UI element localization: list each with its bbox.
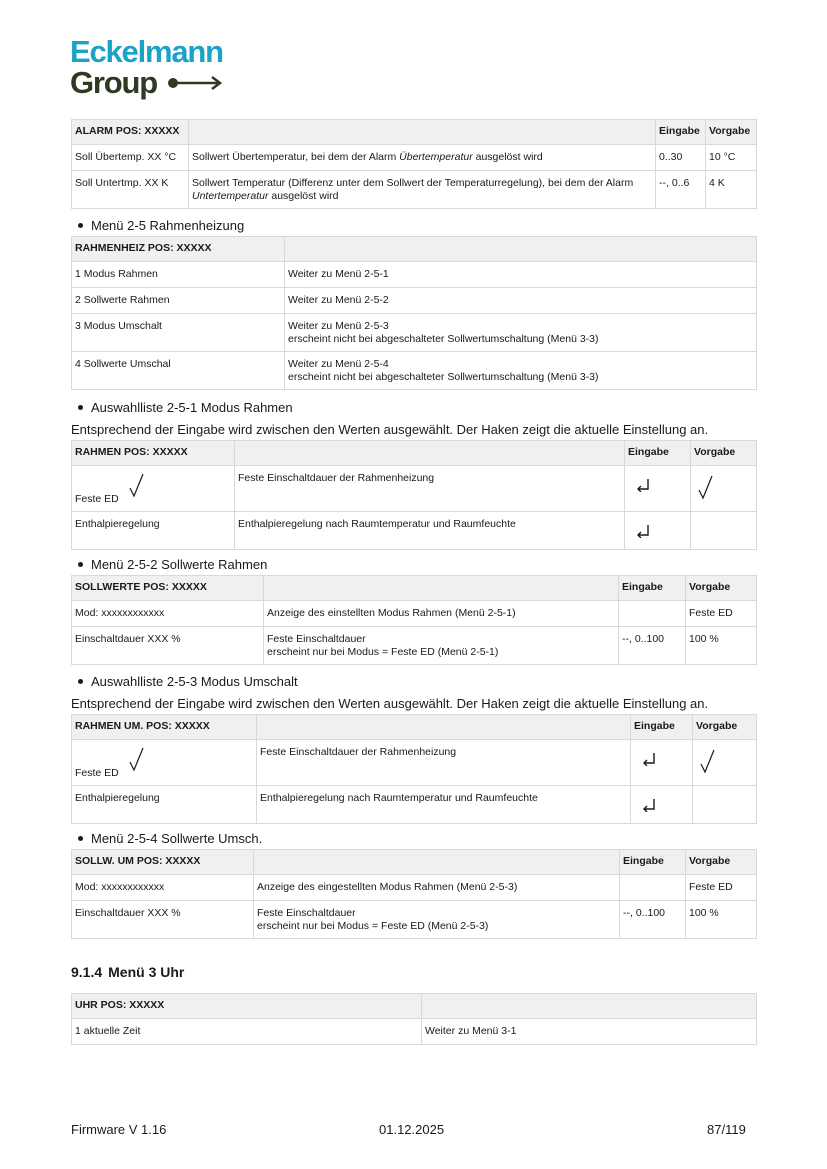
table-header: Eingabe xyxy=(625,441,691,466)
table-header xyxy=(285,237,757,262)
input-cell xyxy=(625,466,691,512)
option-name: Feste ED xyxy=(75,493,119,505)
bullet-menu-2-5-2: Menü 2-5-2 Sollwerte Rahmen xyxy=(78,557,267,573)
param-name: 1 aktuelle Zeit xyxy=(72,1019,422,1045)
checkmark-icon xyxy=(129,746,145,772)
checkmark-icon xyxy=(700,748,716,774)
checkmark-icon xyxy=(698,474,714,500)
param-description: Anzeige des eingestellten Modus Rahmen (Menü 2-5-3) xyxy=(254,875,620,901)
input-cell xyxy=(631,786,693,824)
table-header: Vorgabe xyxy=(706,120,757,145)
param-description: Anzeige des einstellten Modus Rahmen (Menü 2-5-1) xyxy=(264,601,619,627)
param-default: 100 % xyxy=(686,901,757,939)
param-name: 2 Sollwerte Rahmen xyxy=(72,288,285,314)
param-description: Sollwert Übertemperatur, bei dem der Alarm Übertemperatur ausgelöst wird xyxy=(189,145,656,171)
table-header xyxy=(254,850,620,875)
table-header xyxy=(264,576,619,601)
table-header xyxy=(235,441,625,466)
param-default: 10 °C xyxy=(706,145,757,171)
table-row xyxy=(72,466,757,512)
table-row xyxy=(72,171,757,209)
table-header: RAHMEN POS: XXXXX xyxy=(72,441,235,466)
bullet-dot-icon xyxy=(78,223,83,228)
default-cell xyxy=(693,786,757,824)
enter-key-icon xyxy=(642,798,656,812)
param-name: Mod: xxxxxxxxxxxx xyxy=(72,601,264,627)
param-name: Einschaltdauer XXX % xyxy=(72,901,254,939)
param-description: Weiter zu Menü 2-5-3 erscheint nicht bei abgeschalteter Sollwertumschaltung (Menü 3-3) xyxy=(285,314,757,352)
option-name-cell xyxy=(72,466,235,512)
table-row xyxy=(72,740,757,786)
table-row xyxy=(72,875,757,901)
footer-page-number: 87/119 xyxy=(707,1122,746,1137)
sollwerte-table xyxy=(71,575,757,665)
intro-paragraph: Entsprechend der Eingabe wird zwischen den Werten ausgewählt. Der Haken zeigt die aktuelle Einstellung an. xyxy=(71,696,709,711)
table-row xyxy=(72,145,757,171)
enter-key-icon xyxy=(636,478,650,492)
rahmen-um-table xyxy=(71,714,757,824)
section-number: 9.1.4 xyxy=(71,964,103,980)
table-header: Eingabe xyxy=(631,715,693,740)
option-description: Enthalpieregelung nach Raumtemperatur und Raumfeuchte xyxy=(257,786,631,824)
option-name: Enthalpieregelung xyxy=(72,786,257,824)
default-cell xyxy=(691,466,757,512)
bullet-dot-icon xyxy=(78,679,83,684)
param-default: Feste ED xyxy=(686,601,757,627)
param-name: 4 Sollwerte Umschal xyxy=(72,352,285,390)
section-heading xyxy=(71,964,184,980)
option-description: Feste Einschaltdauer der Rahmenheizung xyxy=(235,466,625,512)
rahmenheiz-table xyxy=(71,236,757,390)
param-name: 1 Modus Rahmen xyxy=(72,262,285,288)
param-input xyxy=(619,601,686,627)
uhr-table xyxy=(71,993,757,1045)
default-cell xyxy=(693,740,757,786)
table-row xyxy=(72,262,757,288)
param-name: Soll Übertemp. XX °C xyxy=(72,145,189,171)
table-header: ALARM POS: XXXXX xyxy=(72,120,189,145)
option-description: Feste Einschaltdauer der Rahmenheizung xyxy=(257,740,631,786)
table-header: Vorgabe xyxy=(693,715,757,740)
table-header: Eingabe xyxy=(656,120,706,145)
table-row xyxy=(72,352,757,390)
param-default: 100 % xyxy=(686,627,757,665)
param-description: Sollwert Temperatur (Differenz unter dem Sollwert der Temperaturregelung), bei dem der Alarm Untertemperatur ausgelöst wird xyxy=(189,171,656,209)
input-cell xyxy=(625,512,691,550)
param-description: Feste Einschaltdauer erscheint nur bei Modus = Feste ED (Menü 2-5-1) xyxy=(264,627,619,665)
param-input: --, 0..6 xyxy=(656,171,706,209)
intro-paragraph: Entsprechend der Eingabe wird zwischen den Werten ausgewählt. Der Haken zeigt die aktuelle Einstellung an. xyxy=(71,422,709,437)
table-header: Eingabe xyxy=(620,850,686,875)
alarm-table xyxy=(71,119,757,209)
table-header: Vorgabe xyxy=(686,850,757,875)
bullet-list-2-5-3: Auswahlliste 2-5-3 Modus Umschalt xyxy=(78,674,298,690)
bullet-dot-icon xyxy=(78,562,83,567)
param-name: Soll Untertmp. XX K xyxy=(72,171,189,209)
table-row xyxy=(72,901,757,939)
table-header xyxy=(189,120,656,145)
table-header: RAHMEN UM. POS: XXXXX xyxy=(72,715,257,740)
table-row xyxy=(72,314,757,352)
footer-date: 01.12.2025 xyxy=(379,1122,445,1137)
table-header: UHR POS: XXXXX xyxy=(72,994,422,1019)
bullet-list-2-5-1: Auswahlliste 2-5-1 Modus Rahmen xyxy=(78,400,293,416)
param-input xyxy=(620,875,686,901)
table-header: RAHMENHEIZ POS: XXXXX xyxy=(72,237,285,262)
sollw-um-table xyxy=(71,849,757,939)
input-cell xyxy=(631,740,693,786)
logo-arrow-icon xyxy=(167,76,225,90)
param-input: --, 0..100 xyxy=(620,901,686,939)
default-cell xyxy=(691,512,757,550)
param-description: Weiter zu Menü 3-1 xyxy=(422,1019,757,1045)
option-name-cell xyxy=(72,740,257,786)
table-header: Eingabe xyxy=(619,576,686,601)
param-description: Weiter zu Menü 2-5-2 xyxy=(285,288,757,314)
table-header: SOLLWERTE POS: XXXXX xyxy=(72,576,264,601)
param-description: Weiter zu Menü 2-5-4 erscheint nicht bei abgeschalteter Sollwertumschaltung (Menü 3-3) xyxy=(285,352,757,390)
company-logo xyxy=(70,36,240,106)
table-header xyxy=(422,994,757,1019)
table-row xyxy=(72,627,757,665)
option-description: Enthalpieregelung nach Raumtemperatur und Raumfeuchte xyxy=(235,512,625,550)
enter-key-icon xyxy=(642,752,656,766)
param-description: Weiter zu Menü 2-5-1 xyxy=(285,262,757,288)
param-default: Feste ED xyxy=(686,875,757,901)
bullet-menu-2-5: Menü 2-5 Rahmenheizung xyxy=(78,218,244,234)
logo-line-2-text: Group xyxy=(70,65,157,100)
param-name: Einschaltdauer XXX % xyxy=(72,627,264,665)
param-description: Feste Einschaltdauer erscheint nur bei Modus = Feste ED (Menü 2-5-3) xyxy=(254,901,620,939)
table-row xyxy=(72,512,757,550)
footer-firmware: Firmware V 1.16 xyxy=(71,1122,167,1137)
checkmark-icon xyxy=(129,472,145,498)
section-title: Menü 3 Uhr xyxy=(108,964,185,980)
param-input: 0..30 xyxy=(656,145,706,171)
logo-line-1: Eckelmann xyxy=(70,34,223,69)
table-row xyxy=(72,786,757,824)
bullet-dot-icon xyxy=(78,836,83,841)
table-row xyxy=(72,288,757,314)
bullet-menu-2-5-4: Menü 2-5-4 Sollwerte Umsch. xyxy=(78,831,262,847)
logo-line-2 xyxy=(70,67,240,98)
enter-key-icon xyxy=(636,524,650,538)
table-header: Vorgabe xyxy=(691,441,757,466)
table-row xyxy=(72,1019,757,1045)
param-input: --, 0..100 xyxy=(619,627,686,665)
table-row xyxy=(72,601,757,627)
rahmen-table xyxy=(71,440,757,550)
table-header xyxy=(257,715,631,740)
param-name: Mod: xxxxxxxxxxxx xyxy=(72,875,254,901)
table-header: Vorgabe xyxy=(686,576,757,601)
table-header: SOLLW. UM POS: XXXXX xyxy=(72,850,254,875)
option-name: Feste ED xyxy=(75,767,119,779)
param-default: 4 K xyxy=(706,171,757,209)
option-name: Enthalpieregelung xyxy=(72,512,235,550)
param-name: 3 Modus Umschalt xyxy=(72,314,285,352)
bullet-dot-icon xyxy=(78,405,83,410)
